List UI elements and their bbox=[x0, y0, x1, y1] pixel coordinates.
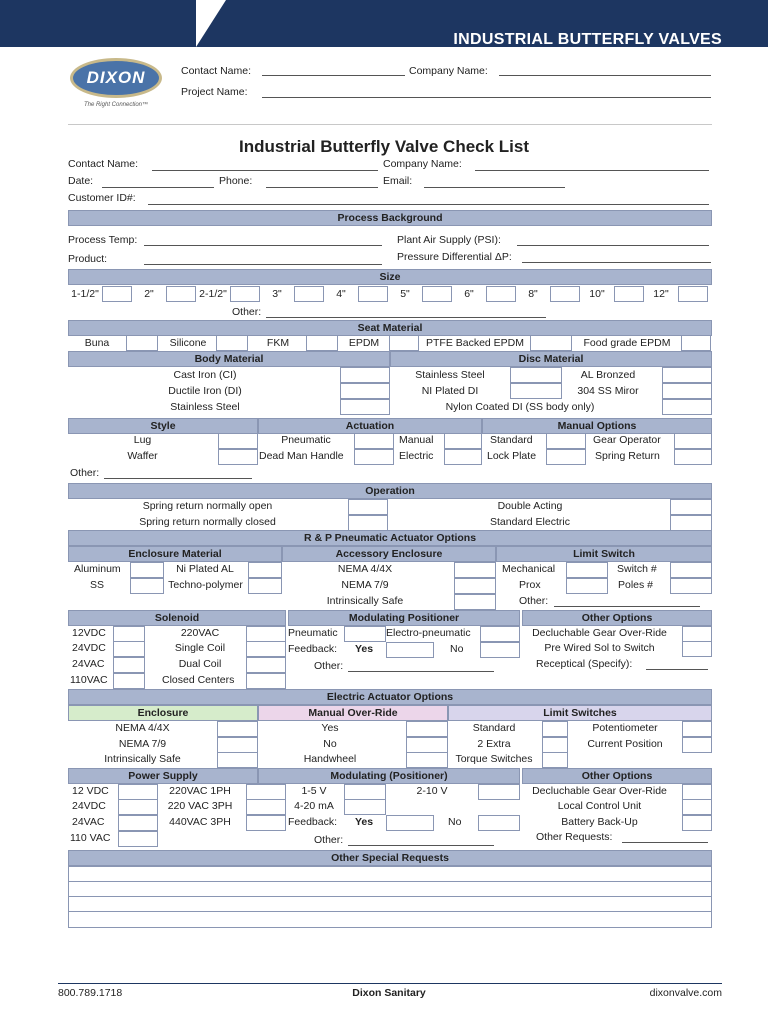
footer-company: Dixon Sanitary bbox=[352, 987, 426, 999]
seat-label: EPDM bbox=[348, 337, 380, 349]
act-dead-man: Dead Man Handle bbox=[259, 450, 344, 462]
sol-dual-checkbox[interactable] bbox=[246, 657, 286, 673]
el-battery: Battery Back-Up bbox=[561, 816, 638, 828]
el-declutch-checkbox[interactable] bbox=[682, 784, 712, 800]
act-pneumatic: Pneumatic bbox=[281, 434, 331, 446]
mo-spring: Spring Return bbox=[595, 450, 660, 462]
special-line-2[interactable] bbox=[68, 881, 712, 897]
mo-standard: Standard bbox=[490, 434, 533, 446]
disc-304-ss: 304 SS Miror bbox=[577, 385, 639, 397]
disc-stainless-checkbox[interactable] bbox=[510, 367, 562, 383]
pressure-field[interactable] bbox=[522, 262, 711, 263]
contact-field[interactable] bbox=[152, 170, 378, 171]
el-enclosure-header: Enclosure bbox=[68, 705, 258, 721]
pos-pneumatic-checkbox[interactable] bbox=[344, 626, 386, 642]
style-waffer: Waffer bbox=[127, 450, 158, 462]
seat-label: Food grade EPDM bbox=[583, 337, 671, 349]
body-cast-iron: Cast Iron (CI) bbox=[173, 369, 237, 381]
size-label: 1-1/2" bbox=[71, 288, 99, 300]
style-other-label: Other: bbox=[70, 467, 100, 479]
rp-ss: SS bbox=[90, 579, 105, 591]
rp-prox: Prox bbox=[519, 579, 541, 591]
size-header: Size bbox=[68, 269, 712, 285]
seat-checkbox[interactable] bbox=[306, 335, 338, 351]
process-temp-field[interactable] bbox=[144, 245, 382, 246]
rp-nema7-checkbox[interactable] bbox=[454, 578, 496, 594]
seat-header: Seat Material bbox=[68, 320, 712, 336]
pressure-label: Pressure Differential ΔP: bbox=[397, 251, 512, 263]
sol-dual: Dual Coil bbox=[178, 658, 222, 670]
epos-4-20ma: 4-20 mA bbox=[294, 800, 334, 812]
epos-2-10v: 2-10 V bbox=[416, 785, 448, 797]
el-battery-checkbox[interactable] bbox=[682, 815, 712, 831]
air-supply-label: Plant Air Supply (PSI): bbox=[397, 234, 501, 246]
op-standard-electric: Standard Electric bbox=[490, 516, 570, 528]
el-nema4-checkbox[interactable] bbox=[217, 721, 258, 737]
size-checkbox[interactable] bbox=[358, 286, 388, 302]
product-field[interactable] bbox=[144, 264, 382, 265]
header-project-label: Project Name: bbox=[181, 86, 248, 98]
size-checkbox[interactable] bbox=[166, 286, 196, 302]
sol-closed-checkbox[interactable] bbox=[246, 673, 286, 689]
pw-220-1ph: 220VAC 1PH bbox=[169, 785, 231, 797]
pw-110vac-checkbox[interactable] bbox=[118, 831, 158, 847]
size-label: 3" bbox=[272, 288, 282, 300]
el-local-control: Local Control Unit bbox=[557, 800, 642, 812]
disc-nylon-checkbox[interactable] bbox=[662, 399, 712, 415]
size-other-field[interactable] bbox=[266, 317, 546, 318]
op-double-acting: Double Acting bbox=[497, 500, 563, 512]
pw-24vdc-checkbox[interactable] bbox=[118, 799, 158, 815]
size-checkbox[interactable] bbox=[550, 286, 580, 302]
actuation-header: Actuation bbox=[258, 418, 482, 434]
rp-mechanical-checkbox[interactable] bbox=[566, 562, 608, 578]
email-field[interactable] bbox=[424, 187, 565, 188]
epos-other-field[interactable] bbox=[348, 845, 494, 846]
rp-receptical: Receptical (Specify): bbox=[536, 658, 633, 670]
rp-techno: Techno-polymer bbox=[168, 579, 243, 591]
size-label: 8" bbox=[528, 288, 538, 300]
epos-1-5v-checkbox[interactable] bbox=[344, 784, 386, 800]
pos-feedback: Feedback: bbox=[288, 643, 338, 655]
el-override-no: No bbox=[323, 738, 337, 750]
header-contact-field[interactable] bbox=[262, 75, 405, 76]
mo-lock: Lock Plate bbox=[487, 450, 537, 462]
el-positioner-header: Modulating (Positioner) bbox=[258, 768, 520, 784]
epos-yes: Yes bbox=[355, 816, 374, 828]
rp-intrinsic-checkbox[interactable] bbox=[454, 594, 496, 610]
el-override-no-checkbox[interactable] bbox=[406, 737, 448, 753]
el-current-position-checkbox[interactable] bbox=[682, 737, 712, 753]
pos-no-checkbox[interactable] bbox=[480, 642, 520, 658]
rp-header: R & P Pneumatic Actuator Options bbox=[68, 530, 712, 546]
sol-110vac-checkbox[interactable] bbox=[113, 673, 145, 689]
rp-limit-header: Limit Switch bbox=[496, 546, 712, 562]
pw-12vdc-checkbox[interactable] bbox=[118, 784, 158, 800]
el-intrinsic: Intrinsically Safe bbox=[104, 753, 181, 765]
pos-yes-checkbox[interactable] bbox=[386, 642, 434, 658]
seat-label: Silicone bbox=[169, 337, 207, 349]
rp-mechanical: Mechanical bbox=[502, 563, 556, 575]
act-dead-man-checkbox[interactable] bbox=[354, 449, 394, 465]
pw-440-3ph: 440VAC 3PH bbox=[169, 816, 231, 828]
customer-label: Customer ID#: bbox=[68, 192, 136, 204]
special-line-1[interactable] bbox=[68, 866, 712, 882]
body-ductile-iron: Ductile Iron (DI) bbox=[168, 385, 242, 397]
phone-field[interactable] bbox=[266, 187, 378, 188]
sol-24vac-checkbox[interactable] bbox=[113, 657, 145, 673]
op-spring-closed-checkbox[interactable] bbox=[348, 515, 388, 531]
header-company-label: Company Name: bbox=[409, 65, 488, 77]
size-label: 2-1/2" bbox=[199, 288, 227, 300]
pw-220-3ph-checkbox[interactable] bbox=[246, 799, 286, 815]
op-spring-open: Spring return normally open bbox=[142, 500, 273, 512]
customer-field[interactable] bbox=[148, 204, 709, 205]
el-torque-checkbox[interactable] bbox=[542, 752, 568, 768]
el-ls-standard: Standard bbox=[472, 722, 516, 734]
el-current-position: Current Position bbox=[587, 738, 663, 750]
op-double-acting-checkbox[interactable] bbox=[670, 499, 712, 515]
pw-24vac: 24VAC bbox=[72, 816, 105, 828]
el-other-header: Other Options bbox=[522, 768, 712, 784]
body-cast-iron-checkbox[interactable] bbox=[340, 367, 390, 383]
mo-gear-checkbox[interactable] bbox=[674, 433, 712, 449]
footer-web: dixonvalve.com bbox=[649, 987, 722, 999]
disc-ni-plated-checkbox[interactable] bbox=[510, 383, 562, 399]
pos-other-field[interactable] bbox=[348, 671, 494, 672]
el-other-requests: Other Requests: bbox=[536, 831, 613, 843]
size-other-label: Other: bbox=[232, 306, 262, 318]
rp-declutch-checkbox[interactable] bbox=[682, 626, 712, 642]
el-ls-2extra-checkbox[interactable] bbox=[542, 737, 568, 753]
seat-checkbox[interactable] bbox=[126, 335, 158, 351]
size-checkbox[interactable] bbox=[294, 286, 324, 302]
pos-pneumatic: Pneumatic bbox=[288, 627, 338, 639]
sol-220vac: 220VAC bbox=[180, 627, 220, 639]
rp-solenoid-header: Solenoid bbox=[68, 610, 286, 626]
rp-aluminum-checkbox[interactable] bbox=[130, 562, 164, 578]
disc-304-ss-checkbox[interactable] bbox=[662, 383, 712, 399]
disc-ni-plated: NI Plated DI bbox=[421, 385, 479, 397]
size-label: 4" bbox=[336, 288, 346, 300]
header-company-field[interactable] bbox=[499, 75, 711, 76]
size-checkbox[interactable] bbox=[486, 286, 516, 302]
air-supply-field[interactable] bbox=[517, 245, 709, 246]
el-intrinsic-checkbox[interactable] bbox=[217, 752, 258, 768]
epos-yes-checkbox[interactable] bbox=[386, 815, 434, 831]
pos-electro: Electro-pneumatic bbox=[386, 627, 471, 639]
el-override-yes: Yes bbox=[321, 722, 339, 734]
act-electric-checkbox[interactable] bbox=[444, 449, 482, 465]
seat-checkbox[interactable] bbox=[389, 335, 419, 351]
style-lug: Lug bbox=[133, 434, 152, 446]
date-field[interactable] bbox=[102, 187, 214, 188]
rp-limit-other-field[interactable] bbox=[554, 606, 700, 607]
el-handwheel-checkbox[interactable] bbox=[406, 752, 448, 768]
form-title: Industrial Butterfly Valve Check List bbox=[238, 137, 530, 156]
pw-220-3ph: 220 VAC 3PH bbox=[167, 800, 233, 812]
el-potentiometer-checkbox[interactable] bbox=[682, 721, 712, 737]
el-override-header: Manual Over-Ride bbox=[258, 705, 448, 721]
rp-prewired: Pre Wired Sol to Switch bbox=[544, 642, 655, 654]
pos-yes: Yes bbox=[355, 643, 374, 655]
el-ls-2extra: 2 Extra bbox=[477, 738, 511, 750]
seat-checkbox[interactable] bbox=[530, 335, 572, 351]
contact-label: Contact Name: bbox=[68, 158, 139, 170]
act-electric: Electric bbox=[399, 450, 434, 462]
rp-poles: Poles # bbox=[618, 579, 654, 591]
phone-label: Phone: bbox=[219, 175, 253, 187]
body-stainless: Stainless Steel bbox=[170, 401, 240, 413]
seat-checkbox[interactable] bbox=[681, 335, 711, 351]
special-line-3[interactable] bbox=[68, 896, 712, 912]
disc-al-bronzed: AL Bronzed bbox=[580, 369, 636, 381]
mo-spring-checkbox[interactable] bbox=[674, 449, 712, 465]
epos-feedback: Feedback: bbox=[288, 816, 338, 828]
company-field[interactable] bbox=[475, 170, 709, 171]
disc-stainless: Stainless Steel bbox=[415, 369, 485, 381]
body-stainless-checkbox[interactable] bbox=[340, 399, 390, 415]
seat-label: PTFE Backed EPDM bbox=[425, 337, 525, 349]
el-torque: Torque Switches bbox=[455, 753, 533, 765]
pw-110vac: 110 VAC bbox=[70, 832, 111, 844]
header-project-field[interactable] bbox=[262, 97, 711, 98]
disc-header: Disc Material bbox=[390, 351, 712, 367]
rp-accessory-header: Accessory Enclosure bbox=[282, 546, 496, 562]
mo-standard-checkbox[interactable] bbox=[546, 433, 586, 449]
size-checkbox[interactable] bbox=[614, 286, 644, 302]
rp-nema4-checkbox[interactable] bbox=[454, 562, 496, 578]
banner-title: INDUSTRIAL BUTTERFLY VALVES bbox=[453, 31, 722, 48]
size-label: 10" bbox=[589, 288, 605, 300]
size-label: 6" bbox=[464, 288, 474, 300]
rp-receptical-field[interactable] bbox=[646, 669, 708, 670]
mo-gear: Gear Operator bbox=[593, 434, 661, 446]
el-nema4: NEMA 4/4X bbox=[115, 722, 170, 734]
act-pneumatic-checkbox[interactable] bbox=[354, 433, 394, 449]
rp-switch-num: Switch # bbox=[617, 563, 657, 575]
sol-24vac: 24VAC bbox=[72, 658, 105, 670]
el-nema7-checkbox[interactable] bbox=[217, 737, 258, 753]
pos-no: No bbox=[450, 643, 464, 655]
el-nema7: NEMA 7/9 bbox=[118, 738, 167, 750]
footer-divider bbox=[58, 983, 722, 984]
rp-limit-other: Other: bbox=[519, 595, 549, 607]
pw-220-1ph-checkbox[interactable] bbox=[246, 784, 286, 800]
header-contact-label: Contact Name: bbox=[181, 65, 252, 77]
sol-single: Single Coil bbox=[174, 642, 226, 654]
el-local-control-checkbox[interactable] bbox=[682, 799, 712, 815]
mo-lock-checkbox[interactable] bbox=[546, 449, 586, 465]
el-other-requests-field[interactable] bbox=[622, 842, 708, 843]
epos-other: Other: bbox=[314, 834, 344, 846]
manual-options-header: Manual Options bbox=[482, 418, 712, 434]
rp-prewired-checkbox[interactable] bbox=[682, 641, 712, 657]
op-spring-open-checkbox[interactable] bbox=[348, 499, 388, 515]
epos-1-5v: 1-5 V bbox=[301, 785, 327, 797]
rp-ni-plated-checkbox[interactable] bbox=[248, 562, 282, 578]
seat-checkbox[interactable] bbox=[216, 335, 248, 351]
date-label: Date: bbox=[68, 175, 94, 187]
rp-ni-plated: Ni Plated AL bbox=[176, 563, 234, 575]
process-header: Process Background bbox=[68, 210, 712, 226]
rp-nema4: NEMA 4/4X bbox=[337, 563, 393, 575]
sol-closed: Closed Centers bbox=[162, 674, 235, 686]
epos-no: No bbox=[448, 816, 462, 828]
el-override-yes-checkbox[interactable] bbox=[406, 721, 448, 737]
rp-intrinsic: Intrinsically Safe bbox=[326, 595, 404, 607]
el-declutch: Decluchable Gear Over-Ride bbox=[532, 785, 667, 797]
company-label: Company Name: bbox=[383, 158, 462, 170]
rp-other-header: Other Options bbox=[522, 610, 712, 626]
operation-header: Operation bbox=[68, 483, 712, 499]
pw-24vdc: 24VDC bbox=[72, 800, 106, 812]
sol-single-checkbox[interactable] bbox=[246, 641, 286, 657]
rp-enclosure-header: Enclosure Material bbox=[68, 546, 282, 562]
rp-aluminum: Aluminum bbox=[74, 563, 121, 575]
body-ductile-iron-checkbox[interactable] bbox=[340, 383, 390, 399]
act-manual: Manual bbox=[399, 434, 434, 446]
rp-switch-num-field[interactable] bbox=[670, 562, 712, 578]
rp-nema7: NEMA 7/9 bbox=[341, 579, 389, 591]
process-temp-label: Process Temp: bbox=[68, 234, 138, 246]
rp-ss-checkbox[interactable] bbox=[130, 578, 164, 594]
product-label: Product: bbox=[68, 253, 108, 265]
rp-techno-checkbox[interactable] bbox=[248, 578, 282, 594]
size-label: 2" bbox=[144, 288, 154, 300]
seat-label: Buna bbox=[84, 337, 110, 349]
special-line-4[interactable] bbox=[68, 911, 712, 928]
rp-prox-checkbox[interactable] bbox=[566, 578, 608, 594]
size-checkbox[interactable] bbox=[422, 286, 452, 302]
size-checkbox[interactable] bbox=[230, 286, 260, 302]
dixon-logo: DIXON The Right Connection™ bbox=[70, 58, 162, 112]
body-header: Body Material bbox=[68, 351, 390, 367]
el-power-header: Power Supply bbox=[68, 768, 258, 784]
pw-24vac-checkbox[interactable] bbox=[118, 815, 158, 831]
pw-12vdc: 12 VDC bbox=[72, 785, 109, 797]
pos-electro-checkbox[interactable] bbox=[480, 626, 520, 642]
size-label: 5" bbox=[400, 288, 410, 300]
sol-24vdc: 24VDC bbox=[72, 642, 106, 654]
style-header: Style bbox=[68, 418, 258, 434]
sol-220vac-checkbox[interactable] bbox=[246, 626, 286, 642]
electric-header: Electric Actuator Options bbox=[68, 689, 712, 705]
size-checkbox[interactable] bbox=[102, 286, 132, 302]
el-limit-header: Limit Switches bbox=[448, 705, 712, 721]
pw-440-3ph-checkbox[interactable] bbox=[246, 815, 286, 831]
banner-notch bbox=[196, 0, 226, 47]
el-potentiometer: Potentiometer bbox=[592, 722, 658, 734]
email-label: Email: bbox=[383, 175, 413, 187]
size-label: 12" bbox=[653, 288, 669, 300]
sol-24vdc-checkbox[interactable] bbox=[113, 641, 145, 657]
rp-positioner-header: Modulating Positioner bbox=[288, 610, 520, 626]
special-header: Other Special Requests bbox=[68, 850, 712, 866]
el-handwheel: Handwheel bbox=[303, 753, 357, 765]
footer-phone: 800.789.1718 bbox=[58, 987, 123, 999]
style-other-field[interactable] bbox=[104, 478, 252, 479]
seat-label: FKM bbox=[266, 337, 290, 349]
epos-4-20ma-checkbox[interactable] bbox=[344, 799, 386, 815]
rp-declutch: Decluchable Gear Over-Ride bbox=[532, 627, 667, 639]
pos-other: Other: bbox=[314, 660, 344, 672]
rp-poles-field[interactable] bbox=[670, 578, 712, 594]
header-divider bbox=[68, 124, 712, 125]
act-manual-checkbox[interactable] bbox=[444, 433, 482, 449]
op-standard-electric-checkbox[interactable] bbox=[670, 515, 712, 531]
disc-nylon: Nylon Coated DI (SS body only) bbox=[445, 401, 595, 413]
el-ls-standard-checkbox[interactable] bbox=[542, 721, 568, 737]
style-waffer-checkbox[interactable] bbox=[218, 449, 258, 465]
style-lug-checkbox[interactable] bbox=[218, 433, 258, 449]
epos-2-10v-checkbox[interactable] bbox=[478, 784, 520, 800]
disc-al-bronzed-checkbox[interactable] bbox=[662, 367, 712, 383]
op-spring-closed: Spring return normally closed bbox=[139, 516, 276, 528]
sol-110vac: 110VAC bbox=[70, 674, 108, 686]
epos-no-checkbox[interactable] bbox=[478, 815, 520, 831]
sol-12vdc: 12VDC bbox=[72, 627, 106, 639]
size-checkbox[interactable] bbox=[678, 286, 708, 302]
sol-12vdc-checkbox[interactable] bbox=[113, 626, 145, 642]
